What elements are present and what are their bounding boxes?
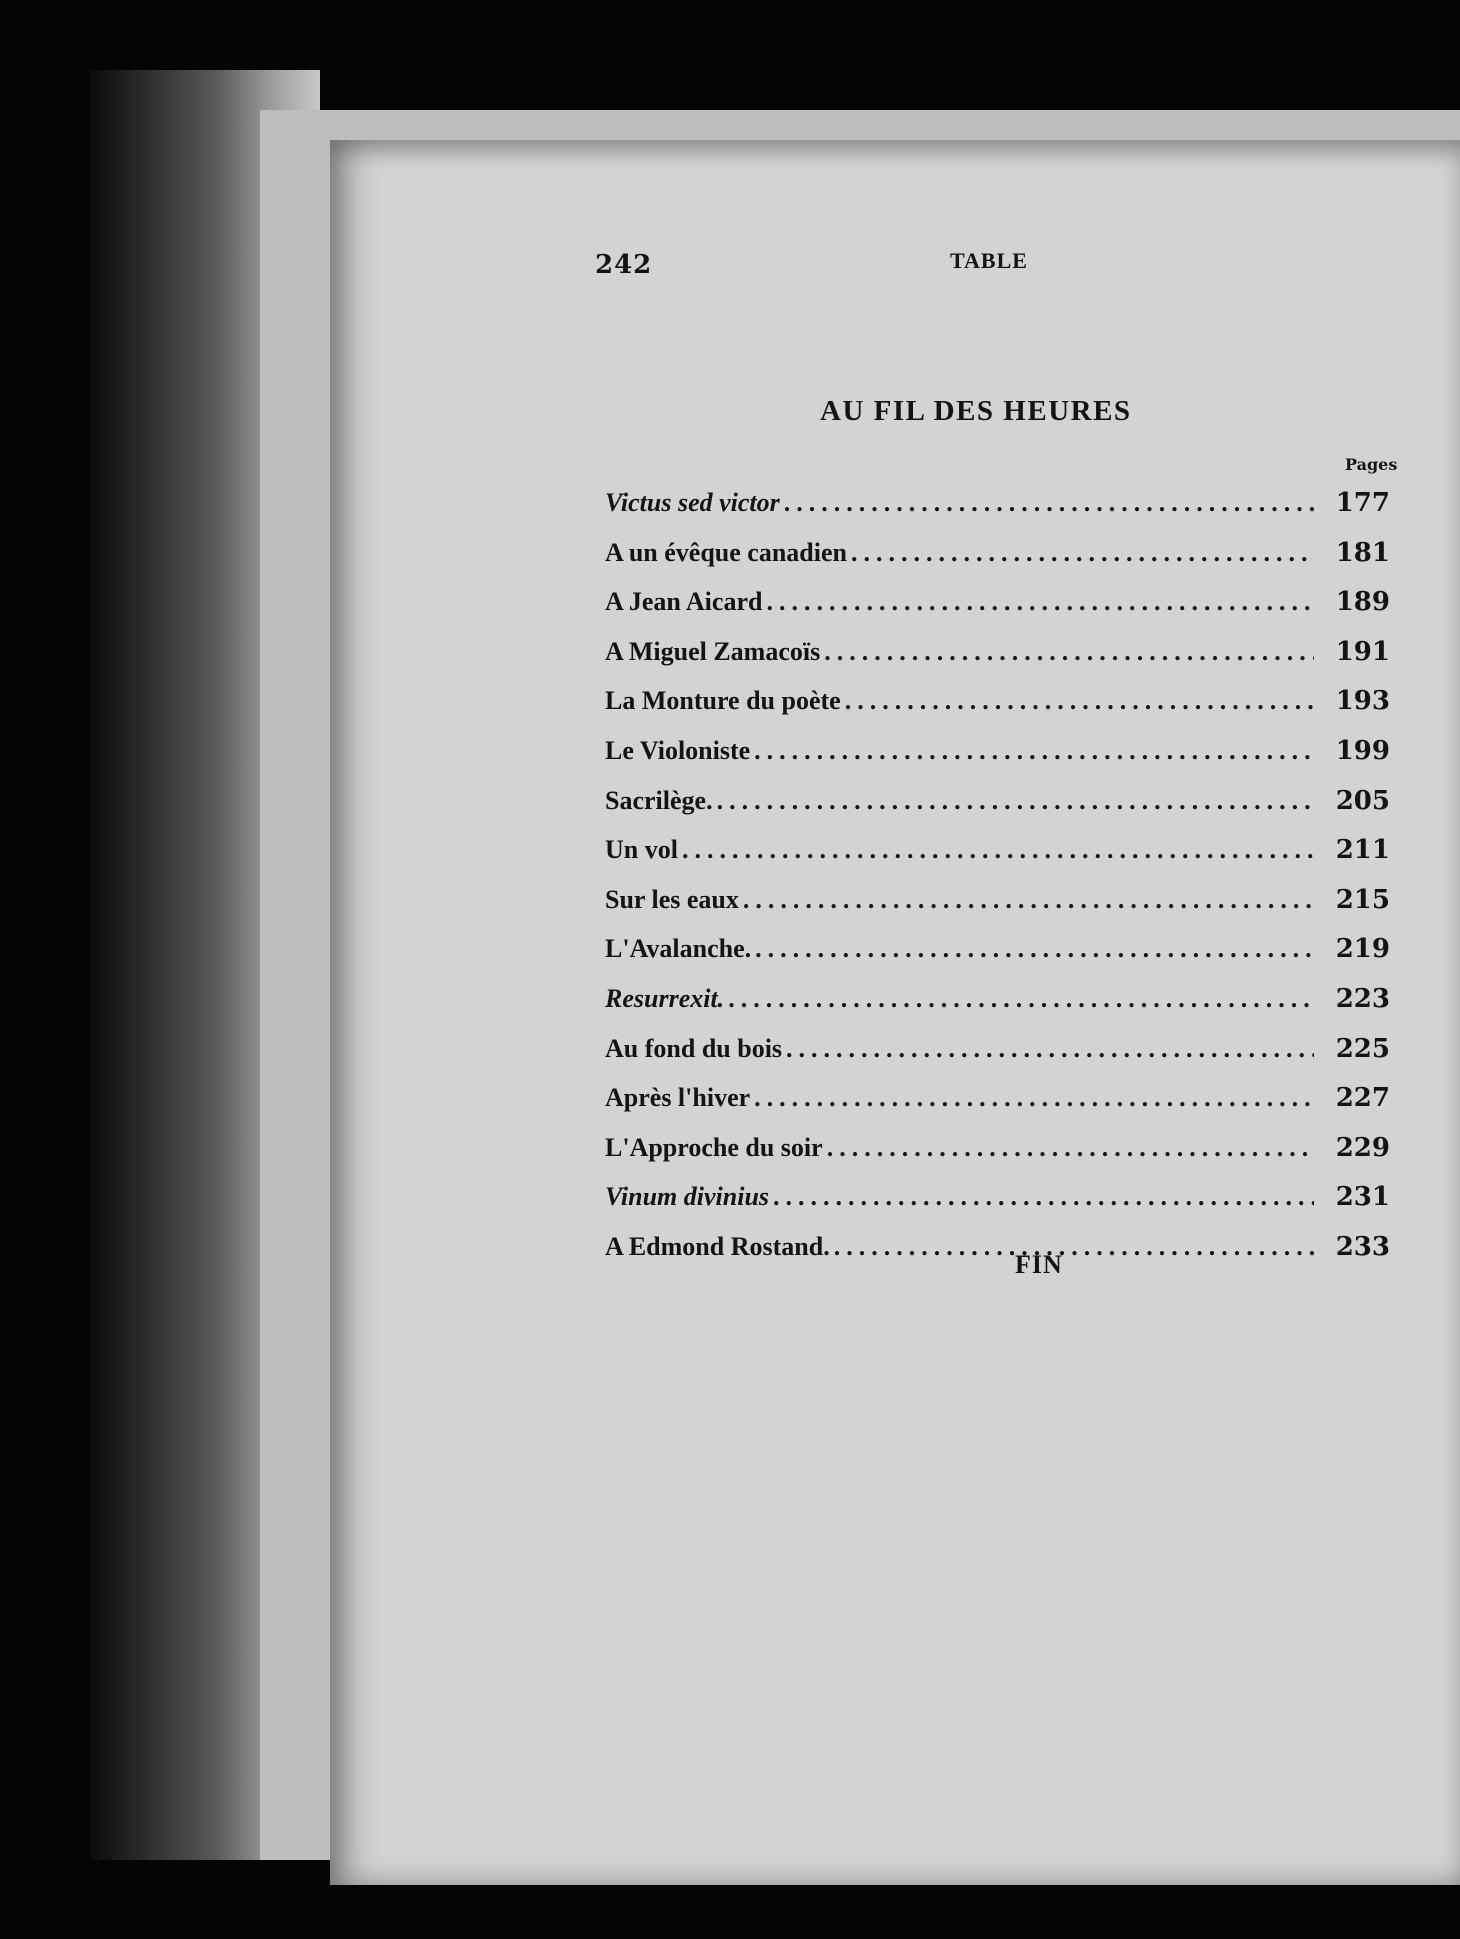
toc-entry-title: Resurrexit. (605, 983, 725, 1013)
toc-entry-page: 199 (1335, 735, 1390, 766)
toc-entry-title: L'Approche du soir (605, 1132, 823, 1162)
toc-entry-page: 231 (1335, 1182, 1390, 1213)
toc-entry (605, 736, 1390, 786)
page-number: 242 (595, 250, 653, 280)
table-of-contents (605, 488, 1390, 1282)
toc-entry-title: Au fond du bois (605, 1033, 783, 1063)
toc-entry-page: 233 (1335, 1231, 1390, 1262)
toc-entry-title: Le Violoniste (605, 735, 751, 765)
toc-entry-page: 227 (1335, 1083, 1390, 1114)
toc-entry-title: A un évêque canadien (605, 537, 847, 567)
toc-entry (605, 1034, 1390, 1084)
toc-entry-title: Sacrilège. (605, 785, 713, 815)
dot-leader (728, 984, 1314, 1014)
closing-word: FIN (1015, 1250, 1063, 1279)
toc-entry-page: 211 (1335, 835, 1390, 866)
toc-entry-page: 193 (1335, 686, 1390, 717)
toc-entry-page: 177 (1335, 488, 1390, 518)
toc-entry-title: A Miguel Zamacoïs (605, 636, 821, 666)
toc-entry (605, 1232, 1390, 1282)
dot-leader (824, 637, 1314, 667)
toc-entry (605, 885, 1390, 935)
toc-entry-page: 219 (1335, 934, 1390, 965)
dot-leader (834, 1232, 1314, 1262)
dot-leader (827, 1133, 1314, 1163)
dot-leader (755, 934, 1314, 964)
toc-entry-title: Victus sed victor (605, 488, 780, 517)
dot-leader (786, 1034, 1314, 1064)
toc-entry-title: Après l'hiver (605, 1083, 751, 1113)
toc-entry-title: La Monture du poète (605, 686, 841, 716)
toc-entry (605, 1182, 1390, 1232)
running-head (330, 250, 1460, 290)
toc-entry-page: 189 (1335, 587, 1390, 618)
toc-entry-page: 225 (1335, 1033, 1390, 1064)
toc-entry (605, 835, 1390, 885)
toc-entry (605, 1133, 1390, 1183)
dot-leader (754, 736, 1314, 766)
toc-entry-page: 229 (1335, 1132, 1390, 1163)
toc-entry-page: 205 (1335, 785, 1390, 816)
dot-leader (784, 488, 1314, 518)
toc-entry-title: A Edmond Rostand. (605, 1231, 830, 1261)
dot-leader (766, 587, 1314, 617)
toc-entry-title: A Jean Aicard (605, 587, 763, 617)
toc-entry (605, 934, 1390, 984)
dot-leader (851, 538, 1314, 568)
dot-leader (717, 786, 1314, 816)
book-page (330, 140, 1460, 1885)
pages-column-label: Pages (1345, 455, 1398, 474)
toc-entry (605, 587, 1390, 637)
running-title: TABLE (950, 248, 1028, 273)
toc-entry-page: 191 (1335, 636, 1390, 667)
toc-entry-page: 181 (1335, 537, 1390, 568)
toc-entry-title: Un vol (605, 835, 678, 865)
toc-entry (605, 637, 1390, 687)
dot-leader (773, 1182, 1314, 1212)
toc-entry-title: Sur les eaux (605, 884, 739, 914)
toc-entry (605, 488, 1390, 538)
section-title: AU FIL DES HEURES (820, 395, 1132, 427)
toc-entry-title: L'Avalanche. (605, 934, 752, 964)
toc-entry (605, 1083, 1390, 1133)
toc-entry (605, 538, 1390, 588)
dot-leader (743, 885, 1314, 915)
toc-entry (605, 686, 1390, 736)
toc-entry-title: Vinum divinius (605, 1182, 770, 1212)
dot-leader (845, 686, 1314, 716)
dot-leader (754, 1083, 1314, 1113)
toc-entry-page: 215 (1335, 884, 1390, 915)
toc-entry (605, 786, 1390, 836)
toc-entry-page: 223 (1335, 983, 1390, 1014)
dot-leader (682, 835, 1314, 865)
toc-entry (605, 984, 1390, 1034)
